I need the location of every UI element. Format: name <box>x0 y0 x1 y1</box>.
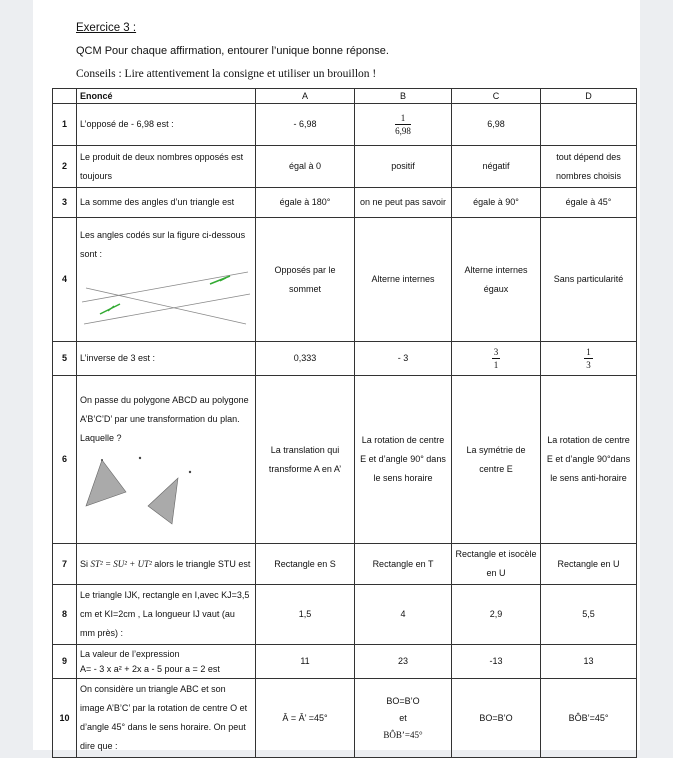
table-row <box>53 104 637 146</box>
answer-b[interactable]: - 3 <box>355 342 452 376</box>
answer-d[interactable]: BÔB’=45° <box>541 679 637 758</box>
answer-b-line-1: BO=B’O <box>386 695 420 706</box>
table-row <box>53 585 637 645</box>
question-text: L’opposé de - 6,98 est : <box>77 104 256 146</box>
row-number: 6 <box>53 376 77 544</box>
fraction-numerator: 1 <box>395 112 411 125</box>
header-a: A <box>256 89 355 104</box>
answer-c[interactable]: négatif <box>452 146 541 188</box>
answer-b[interactable]: on ne peut pas savoir <box>355 188 452 218</box>
answer-b[interactable]: Alterne internes <box>355 218 452 342</box>
table-row <box>53 146 637 188</box>
answer-b[interactable] <box>355 104 452 146</box>
answer-b[interactable] <box>355 679 452 758</box>
fraction <box>395 112 411 137</box>
question-line-1: La valeur de l’expression <box>80 648 180 659</box>
answer-c[interactable]: 6,98 <box>452 104 541 146</box>
advice-text: Conseils : Lire attentivement la consigne et utiliser un brouillon ! <box>76 68 377 80</box>
row-number: 1 <box>53 104 77 146</box>
question-text: On passe du polygone ABCD au polygone A’B’C’D’ par une transformation du plan. Laquelle ? <box>80 395 249 443</box>
answer-d[interactable]: tout dépend des nombres choisis <box>541 146 637 188</box>
answer-d[interactable]: 5,5 <box>541 585 637 645</box>
question-text: Le triangle IJK, rectangle en I,avec KJ=3,5 cm et KI=2cm , La longueur IJ vaut (au mm près) : <box>77 585 256 645</box>
question-cell <box>77 218 256 342</box>
instruction-text: QCM Pour chaque affirmation, entourer l’unique bonne réponse. <box>76 45 389 57</box>
answer-a[interactable]: Opposés par le sommet <box>256 218 355 342</box>
answer-a[interactable]: La translation qui transforme A en A’ <box>256 376 355 544</box>
answer-a[interactable]: - 6,98 <box>256 104 355 146</box>
question-text: La somme des angles d’un triangle est <box>77 188 256 218</box>
question-cell <box>77 645 256 679</box>
header-b: B <box>355 89 452 104</box>
answer-d[interactable]: La rotation de centre E et d’angle 90°dans le sens anti-horaire <box>541 376 637 544</box>
answer-c[interactable]: Alterne internes égaux <box>452 218 541 342</box>
question-text: Les angles codés sur la figure ci-dessous sont : <box>80 229 246 259</box>
table-row <box>53 679 637 758</box>
fraction <box>584 346 593 371</box>
fraction-denominator: 6,98 <box>395 126 411 136</box>
answer-b-line-2: et <box>399 712 407 723</box>
answer-a[interactable]: 0,333 <box>256 342 355 376</box>
question-formula: ST² = SU² + UT² <box>90 558 152 569</box>
table-row <box>53 188 637 218</box>
answer-a[interactable]: Â = Â’ =45° <box>256 679 355 758</box>
answer-d[interactable]: Sans particularité <box>541 218 637 342</box>
answer-a[interactable]: 1,5 <box>256 585 355 645</box>
question-cell <box>77 544 256 585</box>
question-text: L’inverse de 3 est : <box>77 342 256 376</box>
answer-b[interactable]: 4 <box>355 585 452 645</box>
answer-c[interactable]: -13 <box>452 645 541 679</box>
answer-c[interactable]: La symétrie de centre E <box>452 376 541 544</box>
row-number: 2 <box>53 146 77 188</box>
table-row <box>53 342 637 376</box>
header-row <box>53 89 637 104</box>
question-prefix: Si <box>80 558 91 569</box>
header-c: C <box>452 89 541 104</box>
row-number: 10 <box>53 679 77 758</box>
polygons-figure <box>80 448 252 528</box>
answer-c[interactable]: 2,9 <box>452 585 541 645</box>
table-row <box>53 218 637 342</box>
answer-a[interactable]: égale à 180° <box>256 188 355 218</box>
table-row <box>53 544 637 585</box>
table-row <box>53 645 637 679</box>
question-suffix: alors le triangle STU est <box>151 558 251 569</box>
exercise-title: Exercice 3 : <box>76 22 137 34</box>
row-number: 8 <box>53 585 77 645</box>
fraction-denominator: 3 <box>586 360 591 370</box>
answer-a[interactable]: Rectangle en S <box>256 544 355 585</box>
answer-c[interactable]: BO=B’O <box>452 679 541 758</box>
answer-d[interactable]: égale à 45° <box>541 188 637 218</box>
fraction <box>492 346 501 371</box>
answer-b[interactable]: positif <box>355 146 452 188</box>
row-number: 7 <box>53 544 77 585</box>
answer-c[interactable]: Rectangle et isocèle en U <box>452 544 541 585</box>
row-number: 3 <box>53 188 77 218</box>
row-number: 5 <box>53 342 77 376</box>
fraction-denominator: 1 <box>493 360 499 370</box>
answer-b[interactable]: La rotation de centre E et d’angle 90° dans le sens horaire <box>355 376 452 544</box>
question-text: Le produit de deux nombres opposés est toujours <box>77 146 256 188</box>
fraction-numerator: 3 <box>493 347 499 357</box>
answer-c[interactable] <box>452 342 541 376</box>
answer-a[interactable]: égal à 0 <box>256 146 355 188</box>
question-text: On considère un triangle ABC et son image A’B’C’ par la rotation de centre O et d’angle 45° dans le sens horaire. On peut dire que : <box>77 679 256 758</box>
qcm-table <box>52 88 637 758</box>
parallel-lines-figure <box>80 264 252 334</box>
question-line-2: A= - 3 x a² + 2x a - 5 pour a = 2 est <box>80 663 220 674</box>
fraction-numerator: 1 <box>586 347 591 357</box>
table-row <box>53 376 637 544</box>
answer-d[interactable]: Rectangle en U <box>541 544 637 585</box>
header-d: D <box>541 89 637 104</box>
row-number: 4 <box>53 218 77 342</box>
header-enonce: Enoncé <box>77 89 256 104</box>
answer-c[interactable]: égale à 90° <box>452 188 541 218</box>
answer-d[interactable]: 13 <box>541 645 637 679</box>
question-cell <box>77 376 256 544</box>
answer-b[interactable]: Rectangle en T <box>355 544 452 585</box>
header-num <box>53 89 77 104</box>
answer-b[interactable]: 23 <box>355 645 452 679</box>
answer-d[interactable] <box>541 104 637 146</box>
answer-b-line-3: BÔB’=45° <box>383 729 423 740</box>
answer-a[interactable]: 11 <box>256 645 355 679</box>
row-number: 9 <box>53 645 77 679</box>
answer-d[interactable] <box>541 342 637 376</box>
